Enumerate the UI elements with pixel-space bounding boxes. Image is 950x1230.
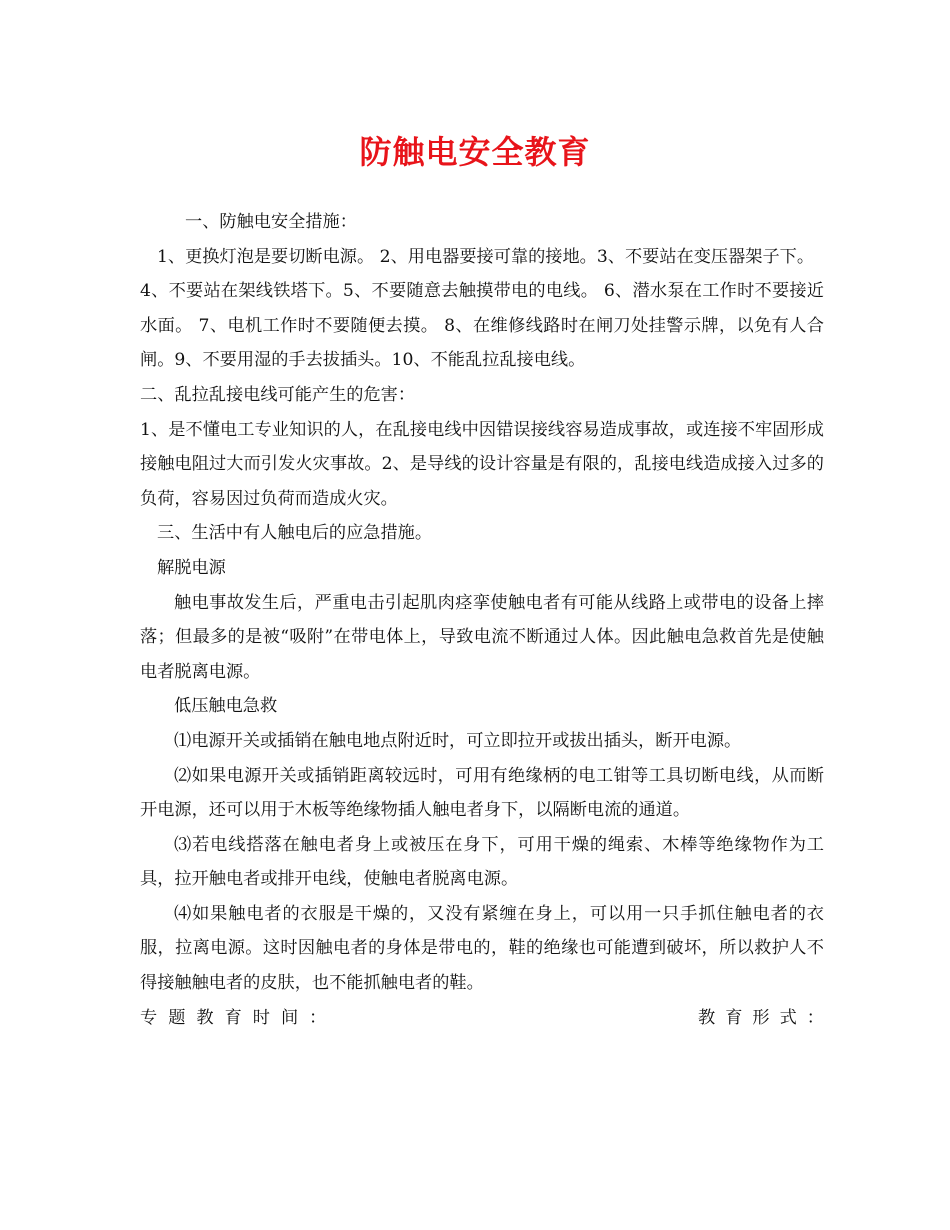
document-body bbox=[140, 205, 834, 1035]
section-2-heading: 二、乱拉乱接电线可能产生的危害： bbox=[140, 384, 416, 405]
document-title: 防触电安全教育 bbox=[359, 133, 591, 171]
education-time-label: 专题教育时间： bbox=[140, 1007, 338, 1028]
low-voltage-heading: 低压触电急救 bbox=[174, 696, 278, 717]
rescue-item-3: ⑶若电线搭落在触电者身上或被压在身下，可用干燥的绳索、木棒等绝缘物作为工具，拉开触电者或排开电线，使触电者脱离电源。 bbox=[140, 834, 824, 890]
section-1-paragraph-1: 1、更换灯泡是要切断电源。 2、用电器要接可靠的接地。3、不要站在变压器架子下。 bbox=[157, 246, 815, 267]
rescue-item-2: ⑵如果电源开关或插销距离较远时，可用有绝缘柄的电工钳等工具切断电线，从而断开电源，还可以用于木板等绝缘物插人触电者身下，以隔断电流的通道。 bbox=[140, 765, 824, 821]
section-3-subheading: 解脱电源 bbox=[157, 557, 226, 578]
section-1-heading: 一、防触电安全措施： bbox=[185, 212, 357, 232]
section-3-paragraph: 触电事故发生后，严重电击引起肌肉痉挛使触电者有可能从线路上或带电的设备上摔落；但最多的是被“吸附”在带电体上，导致电流不断通过人体。因此触电急救首先是使触电者脱离电源。 bbox=[140, 592, 824, 682]
section-1-paragraph-2: 4、不要站在架线铁塔下。5、不要随意去触摸带电的电线。 6、潜水泵在工作时不要接近水面。 7、电机工作时不要随便去摸。 8、在维修线路时在闸刀处挂警示牌，以免有人合闸。9、不要用湿的手去拔插头。10、不能乱拉乱接电线。 bbox=[140, 281, 824, 371]
education-form-label: 教育形式： bbox=[698, 1007, 834, 1028]
rescue-item-1: ⑴电源开关或插销在触电地点附近时，可立即拉开或拔出插头，断开电源。 bbox=[174, 730, 742, 751]
rescue-item-4: ⑷如果触电者的衣服是干燥的，又没有紧缠在身上，可以用一只手抓住触电者的衣服，拉离电源。这时因触电者的身体是带电的，鞋的绝缘也可能遭到破坏，所以救护人不得接触触电者的皮肤，也不能抓触电者的鞋。 bbox=[140, 903, 824, 994]
section-3-heading: 三、生活中有人触电后的应急措施。 bbox=[157, 523, 433, 544]
section-2-paragraph: 1、是不懂电工专业知识的人，在乱接电线中因错误接线容易造成事故，或连接不牢固形成接触电阻过大而引发火灾事故。2、是导线的设计容量是有限的，乱接电线造成接入过多的负荷，容易因过负荷而造成火灾。 bbox=[140, 419, 824, 509]
document-footer bbox=[140, 1001, 834, 1036]
